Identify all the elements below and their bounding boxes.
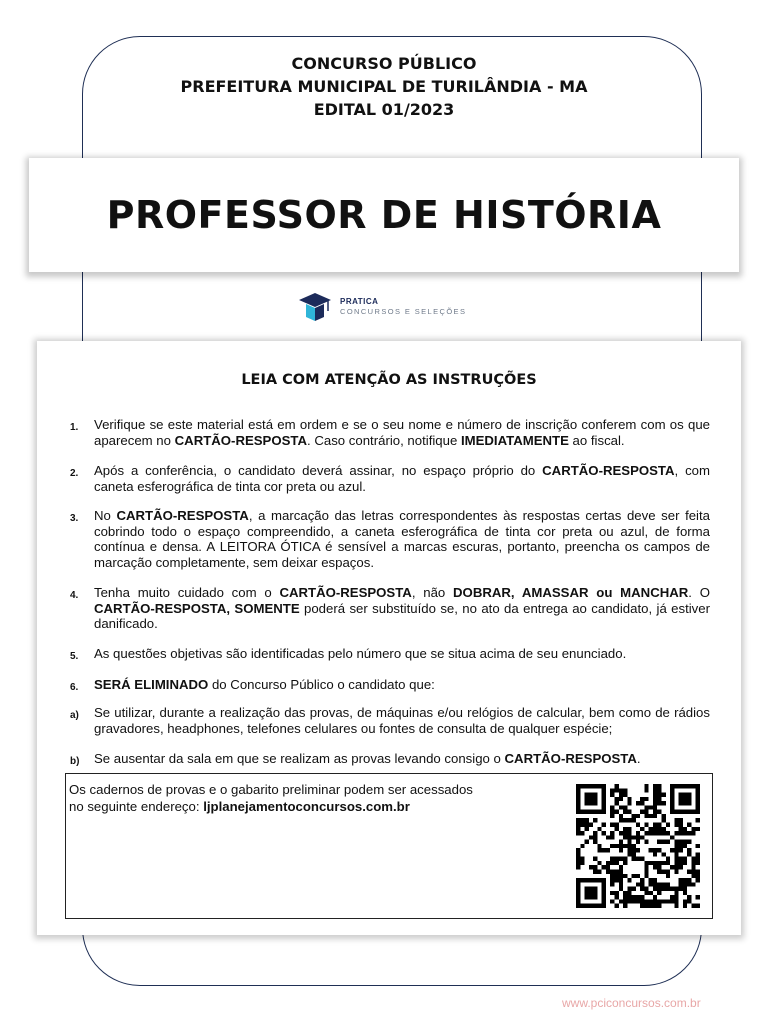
footer-watermark-url: www.pciconcursos.com.br [562, 996, 701, 1010]
item-number: 4. [70, 590, 79, 601]
header-edital: EDITAL 01/2023 [313, 100, 455, 119]
item-text: No CARTÃO-RESPOSTA, a marcação das letras correspondentes às respostas certas deve ser feita cobrindo todo o espaço compreendido, a caneta esferográfica de tinta cor preta ou azul, de forma contínua e densa. A LEITORA ÓTICA é sensível a marcas escuras, portanto, preencha os campos de marcação completamente, sem deixar espaços. [94, 508, 710, 570]
access-url-link[interactable]: ljplanejamentoconcursos.com.br [203, 799, 410, 814]
header-municipality: PREFEITURA MUNICIPAL DE TURILÂNDIA - MA [180, 77, 588, 96]
instruction-item [70, 463, 710, 494]
access-info-box [65, 773, 713, 919]
item-number: a) [70, 710, 79, 721]
item-number: 1. [70, 422, 79, 433]
graduation-cap-icon [298, 291, 332, 323]
item-number: b) [70, 756, 80, 767]
item-text: Se ausentar da sala em que se realizam as provas levando consigo o CARTÃO-RESPOSTA. [94, 751, 641, 766]
item-number: 6. [70, 682, 79, 693]
instructions-title: LEIA COM ATENÇÃO AS INSTRUÇÕES [241, 372, 537, 388]
item-text: Tenha muito cuidado com o CARTÃO-RESPOSTA, não DOBRAR, AMASSAR ou MANCHAR. O CARTÃO-RESPOSTA, SOMENTE poderá ser substituído se, no ato da entrega ao candidato, já estiver danificado. [94, 585, 710, 632]
item-text: As questões objetivas são identificadas pelo número que se situa acima de seu enunciado. [94, 646, 627, 661]
item-number: 3. [70, 513, 79, 524]
item-text: SERÁ ELIMINADO do Concurso Público o candidato que: [94, 677, 435, 692]
instruction-item [70, 508, 710, 570]
item-text: Se utilizar, durante a realização das provas, de máquinas e/ou relógios de calcular, bem como de rádios gravadores, headphones, telefones celulares ou fontes de consulta de qualquer espécie; [94, 705, 710, 736]
page-title: PROFESSOR DE HISTÓRIA [106, 193, 662, 237]
exam-header [0, 52, 768, 121]
item-text: Após a conferência, o candidato deverá assinar, no espaço próprio do CARTÃO-RESPOSTA, com caneta esferográfica de tinta cor preta ou azul. [94, 463, 710, 494]
logo-tagline: CONCURSOS E SELEÇÕES [340, 307, 467, 316]
title-banner [29, 158, 739, 272]
header-contest: CONCURSO PÚBLICO [291, 54, 477, 73]
instruction-item [70, 585, 710, 632]
access-line-2: no seguinte endereço: ljplanejamentoconcursos.com.br [69, 799, 410, 814]
item-number: 2. [70, 468, 79, 479]
logo-brand: PRATICA [340, 297, 379, 306]
instruction-item [70, 677, 710, 693]
access-text [69, 781, 529, 815]
instruction-item [70, 705, 710, 736]
instruction-item [70, 751, 710, 767]
qr-code-icon[interactable] [574, 784, 702, 908]
item-number: 5. [70, 651, 79, 662]
item-text: Verifique se este material está em ordem e se o seu nome e número de inscrição conferem com os que aparecem no CARTÃO-RESPOSTA. Caso contrário, notifique IMEDIATAMENTE ao fiscal. [94, 417, 710, 448]
instruction-item [70, 417, 710, 448]
pratica-logo [298, 290, 478, 324]
access-line-1: Os cadernos de provas e o gabarito preliminar podem ser acessados [69, 782, 473, 797]
instruction-item [70, 646, 710, 662]
instructions-box [37, 341, 741, 935]
